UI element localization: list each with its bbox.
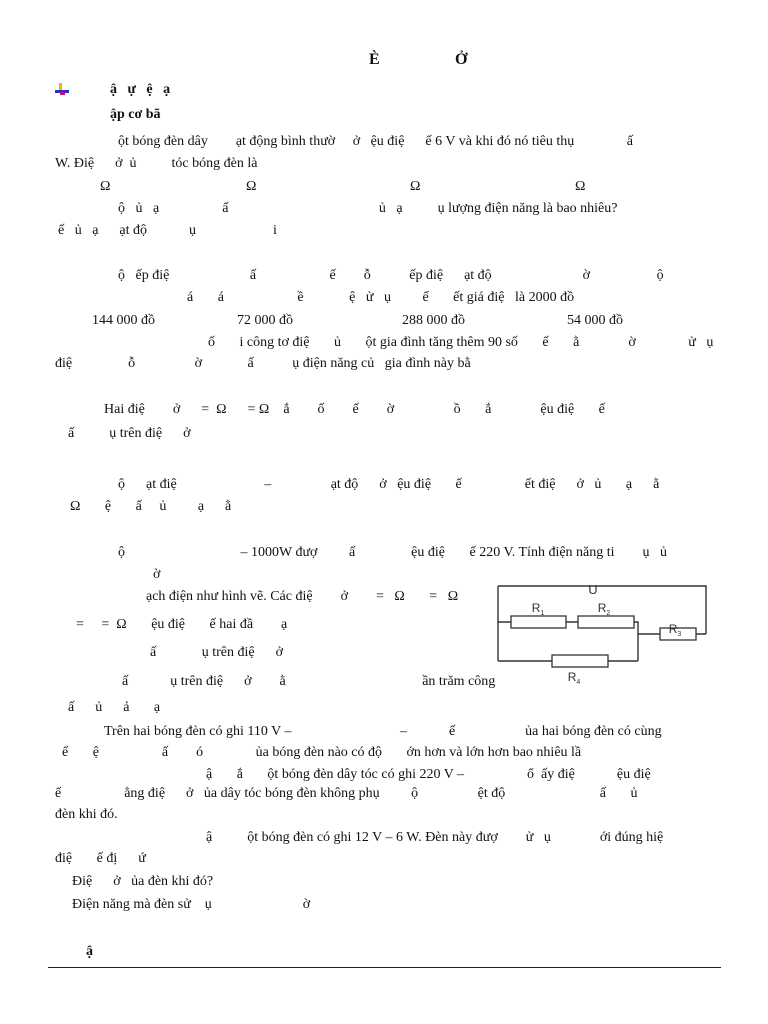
title-right: Ở — [455, 51, 468, 68]
option-c: Ω — [410, 179, 421, 194]
line-20: ấ ụ trên điệ ở ằ ần trăm công — [122, 674, 496, 689]
line-7: á á ề ệ ử ụ ế ết giá điệ là 2000 đồ — [187, 290, 575, 305]
line-17: ạch điện như hình vẽ. Các điệ ở = Ω = Ω — [146, 589, 459, 604]
price-option-a: 144 000 đồ — [92, 313, 155, 328]
line-24: ậ ắ ột bóng đèn dây tóc có ghi 220 V – ổ ấy điệ ệu điệ — [206, 767, 651, 782]
line-26: đèn khi đó. — [55, 807, 118, 822]
line-29: Điệ ở ủa đèn khi đó? — [72, 874, 214, 889]
line-18: = = Ω ệu điệ ế hai đầ ạ — [76, 617, 288, 632]
line-14: Ω ệ ấ ủ ạ ằ — [70, 499, 232, 514]
r2-label: $R_2$ — [597, 601, 611, 617]
option-b: Ω — [246, 179, 257, 194]
line-27: ậ ột bóng đèn có ghi 12 V – 6 W. Đèn này đượ ử ụ ới đúng hiệ — [206, 830, 664, 845]
bottom-rule — [48, 967, 721, 968]
line-30: Điện năng mà đèn sử ụ ờ — [72, 897, 311, 912]
line-9: ố i công tơ điệ ủ ột gia đình tăng thêm 90 số ế ằ ờ ử ụ — [208, 335, 714, 350]
line-23: ế ệ ấ ó ủa bóng đèn nào có độ ớn hơn và lớn hơn bao nhiêu lầ — [62, 745, 582, 760]
bullet-icon — [55, 82, 69, 96]
section-footer: ậ — [86, 944, 93, 959]
line-19: ấ ụ trên điệ ở — [150, 645, 283, 660]
line-15: ộ – 1000W đượ ấ ệu điệ ế 220 V. Tính điện năng ti ụ ủ — [118, 545, 668, 560]
source-label: U — [588, 582, 598, 597]
line-6: ộ ếp điệ ấ ế ỗ ếp điệ ạt độ ờ ộ — [118, 268, 664, 283]
circuit-diagram — [494, 580, 716, 688]
price-option-c: 288 000 đồ — [402, 313, 465, 328]
title-left: È — [369, 51, 380, 68]
line-12: ấ ụ trên điệ ở — [68, 426, 191, 441]
resistor-r2 — [578, 616, 634, 628]
line-1: ột bóng đèn dây ạt động bình thườ ở ệu điệ ế 6 V và khi đó nó tiêu thụ ấ — [118, 134, 633, 149]
price-option-b: 72 000 đồ — [237, 313, 293, 328]
line-13: ộ ạt điệ – ạt độ ở ệu điệ ế ết điệ ở ủ ạ ằ — [118, 477, 660, 492]
r3-label: $R_3$ — [668, 622, 682, 638]
resistor-r1 — [511, 616, 566, 628]
option-a: Ω — [100, 179, 111, 194]
price-option-d: 54 000 đồ — [567, 313, 623, 328]
option-d: Ω — [575, 179, 586, 194]
line-25: ế ằng điệ ở ủa dây tóc bóng đèn không phụ ộ ệt độ ấ ủ — [55, 786, 638, 801]
section-heading: ậ ự ệ ạ — [110, 82, 171, 97]
line-4: ộ ủ ạ ấ ủ ạ ụ lượng điện năng là bao nhiêu? — [118, 201, 618, 216]
line-22: Trên hai bóng đèn có ghi 110 V – – ế ủa hai bóng đèn có cùng — [104, 724, 662, 739]
line-11: Hai điệ ở = Ω = Ω ắ ố ế ờ ồ ắ ệu điệ ế — [104, 402, 605, 417]
section-subheading: ập cơ bã — [110, 107, 161, 122]
line-5: ế ủ ạ ạt độ ụ i — [58, 223, 277, 238]
line-21: ấ ủ ả ạ — [68, 700, 161, 715]
line-16: ờ — [153, 567, 161, 582]
line-28: điệ ế đị ứ — [55, 851, 146, 866]
line-10: điệ ỗ ờ ấ ụ điện năng củ gia đình này bằ — [55, 356, 471, 371]
r1-label: $R_1$ — [531, 601, 545, 617]
line-2: W. Điệ ở ủ tóc bóng đèn là — [55, 156, 258, 171]
r4-label: $R_4$ — [567, 670, 581, 686]
resistor-r4 — [552, 655, 608, 667]
